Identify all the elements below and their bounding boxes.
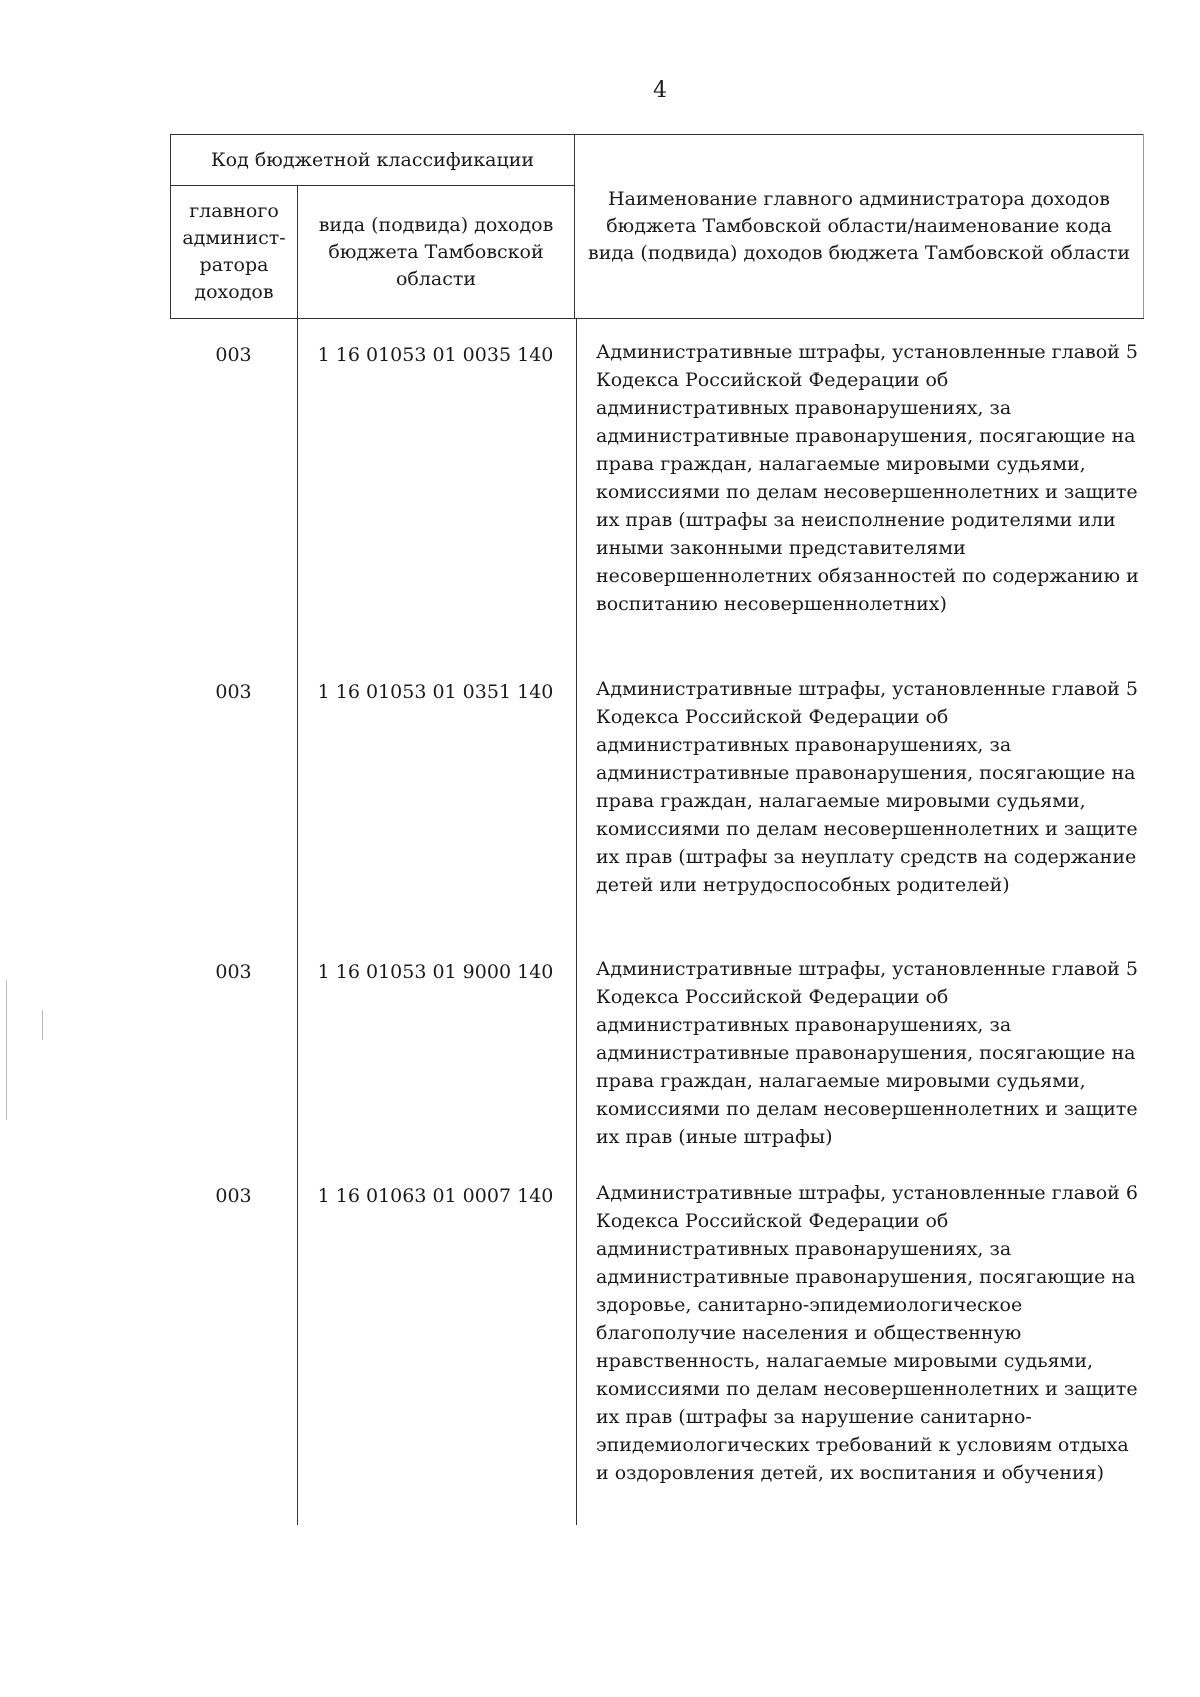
header-budget-classification-code: Код бюджетной классификации bbox=[171, 135, 575, 186]
row-4-income-code: 1 16 01063 01 0007 140 bbox=[317, 1185, 554, 1207]
row-3-income-code: 1 16 01053 01 9000 140 bbox=[317, 961, 554, 983]
row-4-description: Административные штрафы, установленные главой 6 Кодекса Российской Федерации об административных правонарушениях, за административные правонарушения, посягающие на здоровье, санитарно-эпидемиологическое благополучие населения и общественную нравственность, налагаемые мировыми судьями, комиссиями по делам несовершеннолетних и защите их прав (штрафы за нарушение санитарно-эпидемиологических требований к условиям отдыха и оздоровления детей, их воспитания и обучения) bbox=[596, 1182, 1138, 1484]
row-1-income-code: 1 16 01053 01 0035 140 bbox=[317, 344, 554, 366]
header-administrator-name: Наименование главного администратора доходов бюджета Тамбовской области/наименование кода вида (подвида) доходов бюджета Тамбовской области bbox=[575, 135, 1144, 319]
row-1-description: Административные штрафы, установленные главой 5 Кодекса Российской Федерации об административных правонарушениях, за административные правонарушения, посягающие на права граждан, налагаемые мировыми судьями, комиссиями по делам несовершеннолетних и защите их прав (штрафы за неисполнение родителями или иными законными представителями несовершеннолетних обязанностей по содержанию и воспитанию несовершеннолетних) bbox=[596, 341, 1139, 615]
row-4-admin-code: 003 bbox=[215, 1185, 252, 1207]
page-number: 4 bbox=[653, 78, 667, 103]
column-divider-admin bbox=[297, 319, 298, 1525]
row-2-income-code: 1 16 01053 01 0351 140 bbox=[317, 681, 554, 703]
row-2-description: Административные штрафы, установленные главой 5 Кодекса Российской Федерации об административных правонарушениях, за административные правонарушения, посягающие на права граждан, налагаемые мировыми судьями, комиссиями по делам несовершеннолетних и защите их прав (штрафы за неуплату средств на содержание детей или нетрудоспособных родителей) bbox=[596, 678, 1138, 896]
row-2-admin-code: 003 bbox=[215, 681, 252, 703]
row-3-description: Административные штрафы, установленные главой 5 Кодекса Российской Федерации об административных правонарушениях, за административные правонарушения, посягающие на права граждан, налагаемые мировыми судьями, комиссиями по делам несовершеннолетних и защите их прав (иные штрафы) bbox=[596, 958, 1138, 1148]
header-main-administrator: главного админист-ратора доходов bbox=[171, 186, 298, 319]
table-header bbox=[170, 134, 1144, 319]
scan-speck bbox=[42, 1010, 43, 1040]
scan-edge-mark bbox=[6, 980, 7, 1120]
row-1-admin-code: 003 bbox=[215, 344, 252, 366]
header-income-kind: вида (подвида) доходов бюджета Тамбовской области bbox=[298, 186, 575, 319]
row-3-admin-code: 003 bbox=[215, 961, 252, 983]
column-divider-code bbox=[576, 319, 577, 1525]
